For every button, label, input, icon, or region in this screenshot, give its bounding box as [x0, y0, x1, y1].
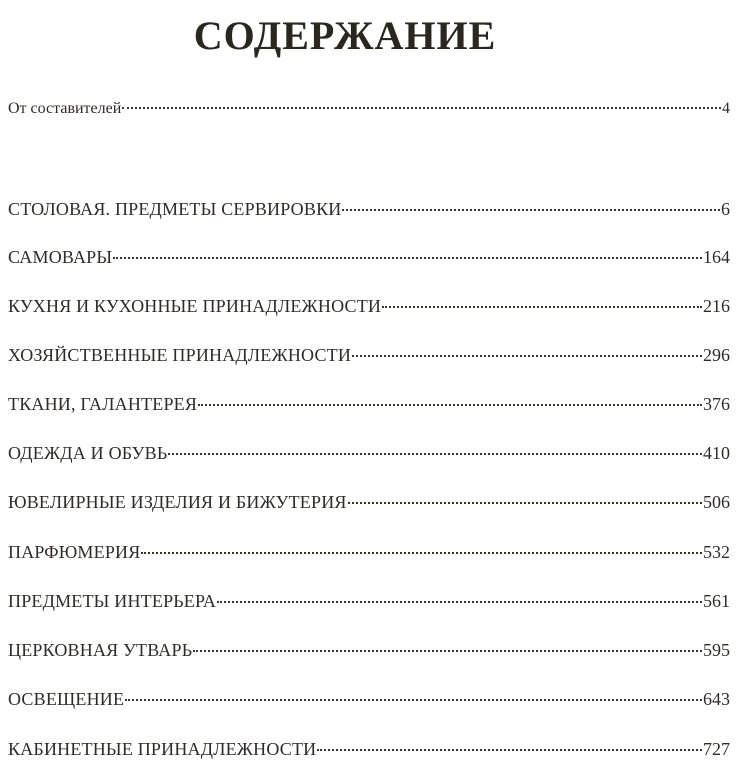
toc-entry[interactable] — [8, 491, 730, 513]
toc-entry[interactable] — [8, 590, 730, 612]
toc-entry-label: От составителей — [8, 100, 122, 117]
dot-leader — [125, 699, 702, 701]
dot-leader — [113, 257, 702, 259]
toc-entry-page: 296 — [703, 345, 730, 365]
toc-entry-intro[interactable] — [8, 98, 730, 120]
toc-entry-label: КАБИНЕТНЫЕ ПРИНАДЛЕЖНОСТИ — [8, 739, 317, 759]
dot-leader — [317, 749, 702, 751]
toc-entry-page: 6 — [721, 199, 730, 219]
dot-leader — [342, 209, 720, 211]
toc-entry-label: ЦЕРКОВНАЯ УТВАРЬ — [8, 640, 193, 660]
toc-entry-page: 595 — [703, 640, 730, 660]
dot-leader — [352, 355, 702, 357]
dot-leader — [122, 107, 721, 109]
toc-entry-label: ЮВЕЛИРНЫЕ ИЗДЕЛИЯ И БИЖУТЕРИЯ — [8, 492, 347, 512]
dot-leader — [198, 404, 702, 406]
toc-entry-label: ПРЕДМЕТЫ ИНТЕРЬЕРА — [8, 591, 217, 611]
toc-entry-page: 561 — [703, 591, 730, 611]
toc-entry[interactable] — [8, 639, 730, 661]
toc-entry[interactable] — [8, 393, 730, 415]
toc-entry[interactable] — [8, 738, 730, 760]
dot-leader — [217, 601, 702, 603]
toc-entry-label: ХОЗЯЙСТВЕННЫЕ ПРИНАДЛЕЖНОСТИ — [8, 345, 352, 365]
toc-entry-page: 216 — [703, 296, 730, 316]
toc-entry[interactable] — [8, 344, 730, 366]
dot-leader — [348, 502, 702, 504]
toc-entry-page: 4 — [722, 100, 730, 117]
dot-leader — [193, 650, 702, 652]
toc-entry-page: 643 — [703, 689, 730, 709]
toc-entry-page: 506 — [703, 492, 730, 512]
dot-leader — [168, 453, 702, 455]
toc-entry-label: КУХНЯ И КУХОННЫЕ ПРИНАДЛЕЖНОСТИ — [8, 296, 382, 316]
toc-entry[interactable] — [8, 246, 730, 268]
toc-entry-label: ОДЕЖДА И ОБУВЬ — [8, 443, 168, 463]
dot-leader — [141, 552, 702, 554]
toc-entry-page: 376 — [703, 394, 730, 414]
toc-entry[interactable] — [8, 295, 730, 317]
toc-entry-page: 410 — [703, 443, 730, 463]
toc-entry-label: САМОВАРЫ — [8, 247, 113, 267]
toc-entry-label: ОСВЕЩЕНИЕ — [8, 689, 125, 709]
toc-entry[interactable] — [8, 442, 730, 464]
toc-entry-label: СТОЛОВАЯ. ПРЕДМЕТЫ СЕРВИРОВКИ — [8, 199, 342, 219]
toc-entry-page: 727 — [703, 739, 730, 759]
toc-entry[interactable] — [8, 541, 730, 563]
toc-entry-page: 532 — [703, 542, 730, 562]
toc-entry[interactable] — [8, 688, 730, 710]
toc-entry-label: ТКАНИ, ГАЛАНТЕРЕЯ — [8, 394, 198, 414]
dot-leader — [382, 306, 702, 308]
toc-entry-page: 164 — [703, 247, 730, 267]
toc-entry[interactable] — [8, 198, 730, 220]
page-title: СОДЕРЖАНИЕ — [193, 13, 497, 58]
toc-entry-label: ПАРФЮМЕРИЯ — [8, 542, 141, 562]
